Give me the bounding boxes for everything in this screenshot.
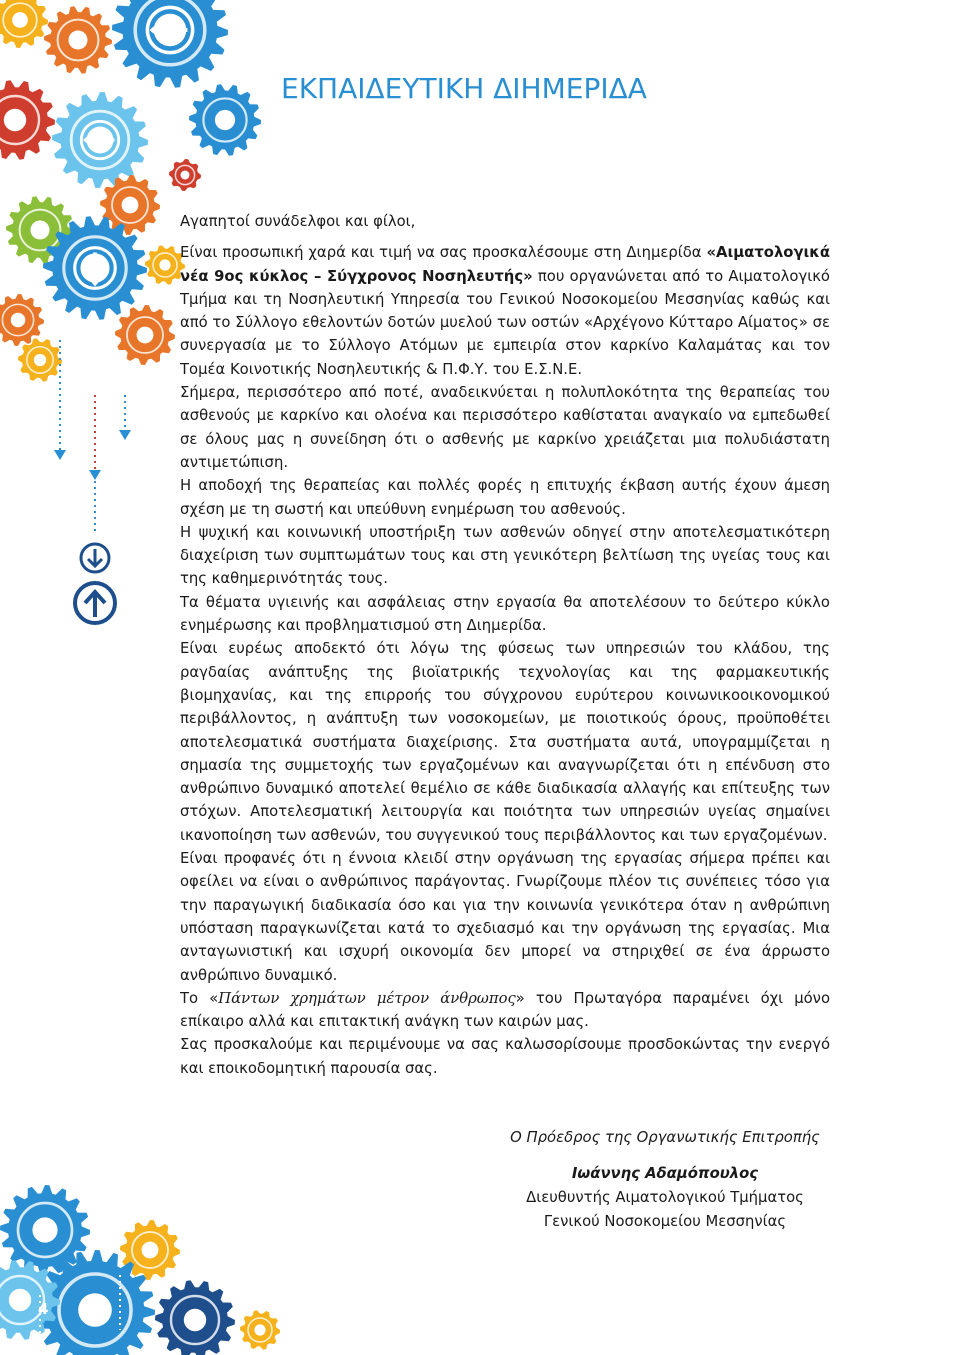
gear-icon bbox=[169, 159, 201, 191]
quote-rest: » του Πρωταγόρα παραμένει όχι μόνο επίκαιρο αλλά και επιτακτική ανάγκη των καιρών μας. bbox=[180, 989, 831, 1031]
gear-icon bbox=[240, 1310, 280, 1350]
invitation-letter bbox=[180, 210, 830, 1080]
gear-icon bbox=[189, 84, 261, 156]
quote-intro: Το « bbox=[180, 989, 219, 1007]
paragraph: Η αποδοχή της θεραπείας και πολλές φορές η επιτυχής έκβαση αυτής έχουν άμεση σχέση με τη σωστή και υπεύθυνη ενημέρωση του ασθενούς. bbox=[180, 477, 830, 518]
intro-text-continued: που οργανώνεται από το Αιματολογικό Τμήμα και τη Νοσηλευτική Υπηρεσία του Γενικού Νοσοκομείου Μεσσηνίας καθώς και από το Σύλλογο εθελοντών δοτών μυελού των οστών «Αρχέγονο Κύτταρο Αίματος» σε συνεργασία με το Σύλλογο Ατόμων με εμπειρία στον καρκίνο Καλαμάτας και τον Τομέα Κοινοτικής Νοσηλευτικής & Π.Φ.Υ. του Ε.Σ.Ν.Ε. bbox=[180, 267, 830, 378]
paragraph: Είναι προφανές ότι η έννοια κλειδί στην οργάνωση της εργασίας σήμερα πρέπει και οφείλει να είναι ο ανθρώπινος παράγοντας. Γνωρίζουμε πλέον τις συνέπειες τόσο για την παραγωγική διαδικασία όσο και για την κοινωνία γενικότερα όταν η ανθρώπινη υπόσταση παραγκωνίζεται κατά το σχεδιασμό και την οργάνωση της εργασίας. Μια ανταγωνιστική και ισχυρή οικονομία δεν μπορεί να στηριχθεί σε ένα άρρωστο ανθρώπινο δυναμικό. bbox=[180, 850, 830, 984]
signature-block bbox=[470, 1126, 860, 1234]
gear-icon bbox=[18, 338, 62, 381]
gear-icon bbox=[145, 245, 185, 285]
signer-role: Ο Πρόεδρος της Οργανωτικής Επιτροπής bbox=[510, 1129, 820, 1146]
arrow-down-icon bbox=[81, 544, 109, 572]
salutation: Αγαπητοί συνάδελφοι και φίλοι, bbox=[180, 213, 416, 230]
event-title: «Αιματολογικά νέα 9ος κύκλος – Σύγχρονος Νοσηλευτής» bbox=[180, 244, 830, 285]
signer-organization: Γενικού Νοσοκομείου Μεσσηνίας bbox=[543, 1213, 787, 1230]
paragraph: Η ψυχική και κοινωνική υποστήριξη των ασθενών οδηγεί στην αποτελεσματικότερη διαχείριση των συμπτωμάτων τους και στη γενικότερη βελτίωση της υγείας τους και της καθημερινότητάς τους. bbox=[180, 523, 830, 588]
intro-paragraph bbox=[180, 241, 830, 381]
arrow-up-icon bbox=[75, 583, 115, 623]
page-number: 4 bbox=[38, 1300, 49, 1318]
gear-icon bbox=[115, 305, 175, 365]
gear-icon bbox=[0, 294, 44, 346]
gear-icon bbox=[0, 0, 48, 48]
gear-icon bbox=[44, 6, 112, 74]
signer-position: Διευθυντής Αιματολογικού Τμήματος bbox=[526, 1189, 804, 1206]
gear-icon bbox=[0, 80, 55, 159]
quote-paragraph bbox=[180, 987, 830, 1034]
gear-icon bbox=[52, 92, 148, 188]
gear-icon bbox=[155, 1280, 235, 1355]
signer-name: Ιωάννης Αδαμόπουλος bbox=[571, 1165, 759, 1182]
closing-paragraph: Σας προσκαλούμε και περιμένουμε να σας καλωσορίσουμε προσδοκώντας την ενεργό και εποικοδομητική παρουσία σας. bbox=[180, 1036, 830, 1077]
intro-text: Είναι προσωπική χαρά και τιμή να σας προσκαλέσουμε στη Διημερίδα bbox=[180, 244, 707, 262]
paragraph: Είναι ευρέως αποδεκτό ότι λόγω της φύσεως των υπηρεσιών του κλάδου, της ραγδαίας ανάπτυξης της βιοϊατρικής τεχνολογίας και της φαρμακευτικής βιομηχανίας, και της επιρροής του σύγχρονου ευρύτερου κοινωνικοοικονομικού περιβάλλοντος, η ανάπτυξη των νοσοκομείων, με ποιοτικούς όρους, προϋποθέτει αποτελεσματικά συστήματα διαχείρισης. Στα συστήματα αυτά, υπογραμμίζεται η σημασία της συμμετοχής των εργαζομένων και αναγνωρίζεται ότι η επένδυση στο ανθρώπινο δυναμικό αποτελεί θεμέλιο σε κάθε διαδικασία αλλαγής και επίτευξης των στόχων. Αποτελεσματική λειτουργία και ποιότητα των υπηρεσιών υγείας σημαίνει ικανοποίηση των ασθενών, του συγγενικού τους περιβάλλοντος και των εργαζομένων. bbox=[180, 640, 830, 844]
paragraph: Σήμερα, περισσότερο από ποτέ, αναδεικνύεται η πολυπλοκότητα της θεραπείας του ασθενούς με καρκίνο και ολοένα και περισσότερο καθίσταται αναγκαίο να εμπεδωθεί σε όλους μας η συνείδηση ότι ο ασθενής με καρκίνο χρειάζεται μια πολυδιάστατη αντιμετώπιση. bbox=[180, 384, 830, 471]
handwritten-quote: Πάντων χρημάτων μέτρον άνθρωπος bbox=[218, 989, 516, 1007]
gear-icon bbox=[112, 0, 228, 88]
paragraph: Τα θέματα υγιεινής και ασφάλειας στην εργασία θα αποτελέσουν το δεύτερο κύκλο ενημέρωσης και προβληματισμού στη Διημερίδα. bbox=[180, 593, 830, 635]
page-title: ΕΚΠΑΙΔΕΥΤΙΚΗ ΔΙΗΜΕΡΙΔΑ bbox=[281, 72, 647, 105]
